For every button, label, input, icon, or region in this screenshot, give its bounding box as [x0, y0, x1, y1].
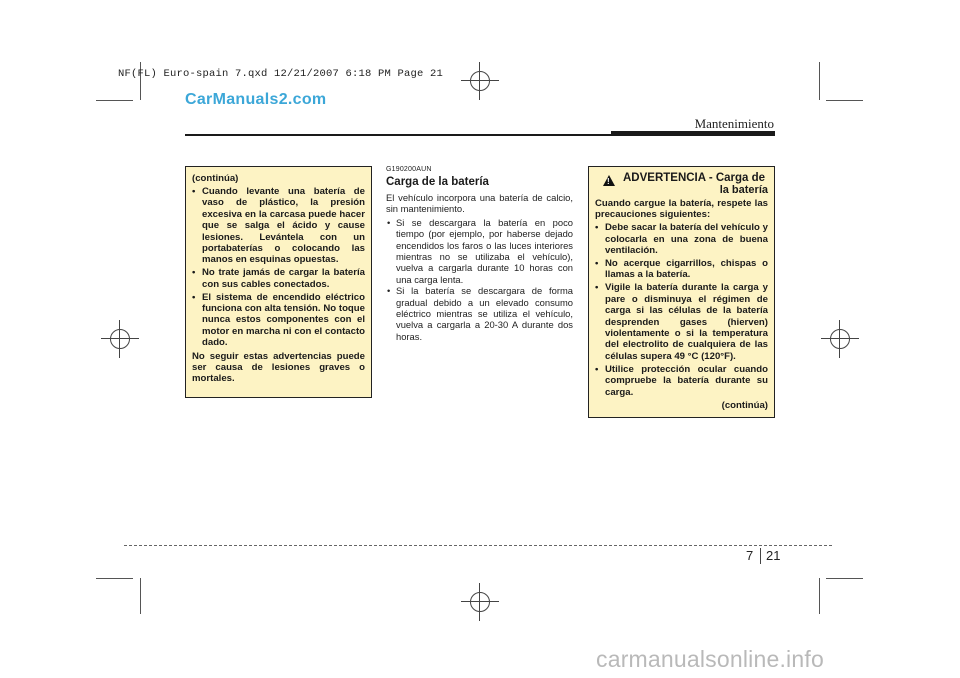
intro-paragraph: El vehículo incorpora una batería de calcio, sin mantenimiento.	[386, 192, 573, 215]
crop-mark	[819, 578, 820, 614]
crop-mark	[819, 62, 820, 100]
footer-rule	[124, 545, 832, 546]
caution-closing: No seguir estas advertencias puede ser causa de lesiones graves o mortales.	[192, 350, 365, 385]
list-item: • Si la batería se descargara de forma gradual debido a un elevado consumo eléctrico mientras se utiliza el vehículo, vuelva a cargarla a 20-30 A durante dos horas.	[386, 285, 573, 342]
list-item: • Utilice protección ocular cuando compruebe la batería durante su carga.	[595, 364, 768, 398]
warning-intro: Cuando cargue la batería, respete las precauciones siguientes:	[595, 198, 768, 221]
registration-crosshair-bottom	[461, 583, 499, 621]
section-title: Mantenimiento	[694, 116, 774, 131]
warning-title: ADVERTENCIA - Carga de	[623, 172, 766, 184]
registration-crosshair-top	[461, 62, 499, 100]
crop-mark	[140, 578, 141, 614]
continued-label: (continúa)	[192, 173, 239, 184]
list-item: • No trate jamás de cargar la batería con sus cables conectados.	[192, 267, 365, 290]
continued-label: (continúa)	[721, 399, 768, 411]
warning-header	[595, 172, 768, 198]
watermark-link[interactable]: CarManuals2.com	[185, 91, 327, 108]
registration-crosshair-right	[821, 320, 859, 358]
caution-list	[192, 186, 365, 349]
crop-mark	[96, 578, 133, 579]
section-code: G190200AUN	[386, 166, 432, 173]
file-header: NF(FL) Euro-spain 7.qxd 12/21/2007 6:18 PM Page 21	[118, 68, 444, 80]
page-number: 21	[766, 548, 781, 563]
caution-box-left	[185, 166, 372, 398]
crop-mark	[96, 100, 133, 101]
warning-triangle-icon: !	[603, 175, 615, 186]
warning-list	[595, 222, 768, 398]
warning-title-sub: la batería	[719, 184, 768, 196]
crop-mark	[826, 100, 863, 101]
list-item: • El sistema de encendido eléctrico funciona con alta tensión. No toque nunca estos componentes con el motor en marcha ni con el contacto dado.	[192, 292, 365, 349]
footer-watermark: carmanualsonline.info	[596, 646, 824, 672]
crop-mark	[826, 578, 863, 579]
chapter-number: 7	[746, 548, 754, 563]
warning-box-right	[588, 166, 775, 418]
header-rule	[185, 134, 611, 136]
list-item: • No acerque cigarrillos, chispas o llamas a la batería.	[595, 258, 768, 281]
list-item: • Vigile la batería durante la carga y pare o disminuya el régimen de carga si las células de la batería desprenden gases (hierven) violentamente o si la temperatura del electrolito de cualquiera de las células supera 49 °C (120°F).	[595, 282, 768, 362]
instruction-list	[386, 217, 573, 342]
page-number-separator	[760, 548, 761, 564]
registration-crosshair-left	[101, 320, 139, 358]
main-column	[386, 166, 573, 342]
list-item: • Debe sacar la batería del vehículo y colocarla en una zona de buena ventilación.	[595, 222, 768, 256]
list-item: • Cuando levante una batería de vaso de plástico, la presión excesiva en la carcasa puede hacer que se salga el ácido y cause lesiones. Levántela con un portabaterías o colocando las manos en esquinas opuestas.	[192, 186, 365, 266]
list-item: • Si se descargara la batería en poco tiempo (por ejemplo, por haberse dejado encendidos los faros o las luces interiores mientras no se utilizaba el vehículo), vuelva a cargarla durante 10 horas con una carga lenta.	[386, 217, 573, 285]
section-heading: Carga de la batería	[386, 176, 489, 188]
header-rule-thick	[611, 131, 775, 136]
